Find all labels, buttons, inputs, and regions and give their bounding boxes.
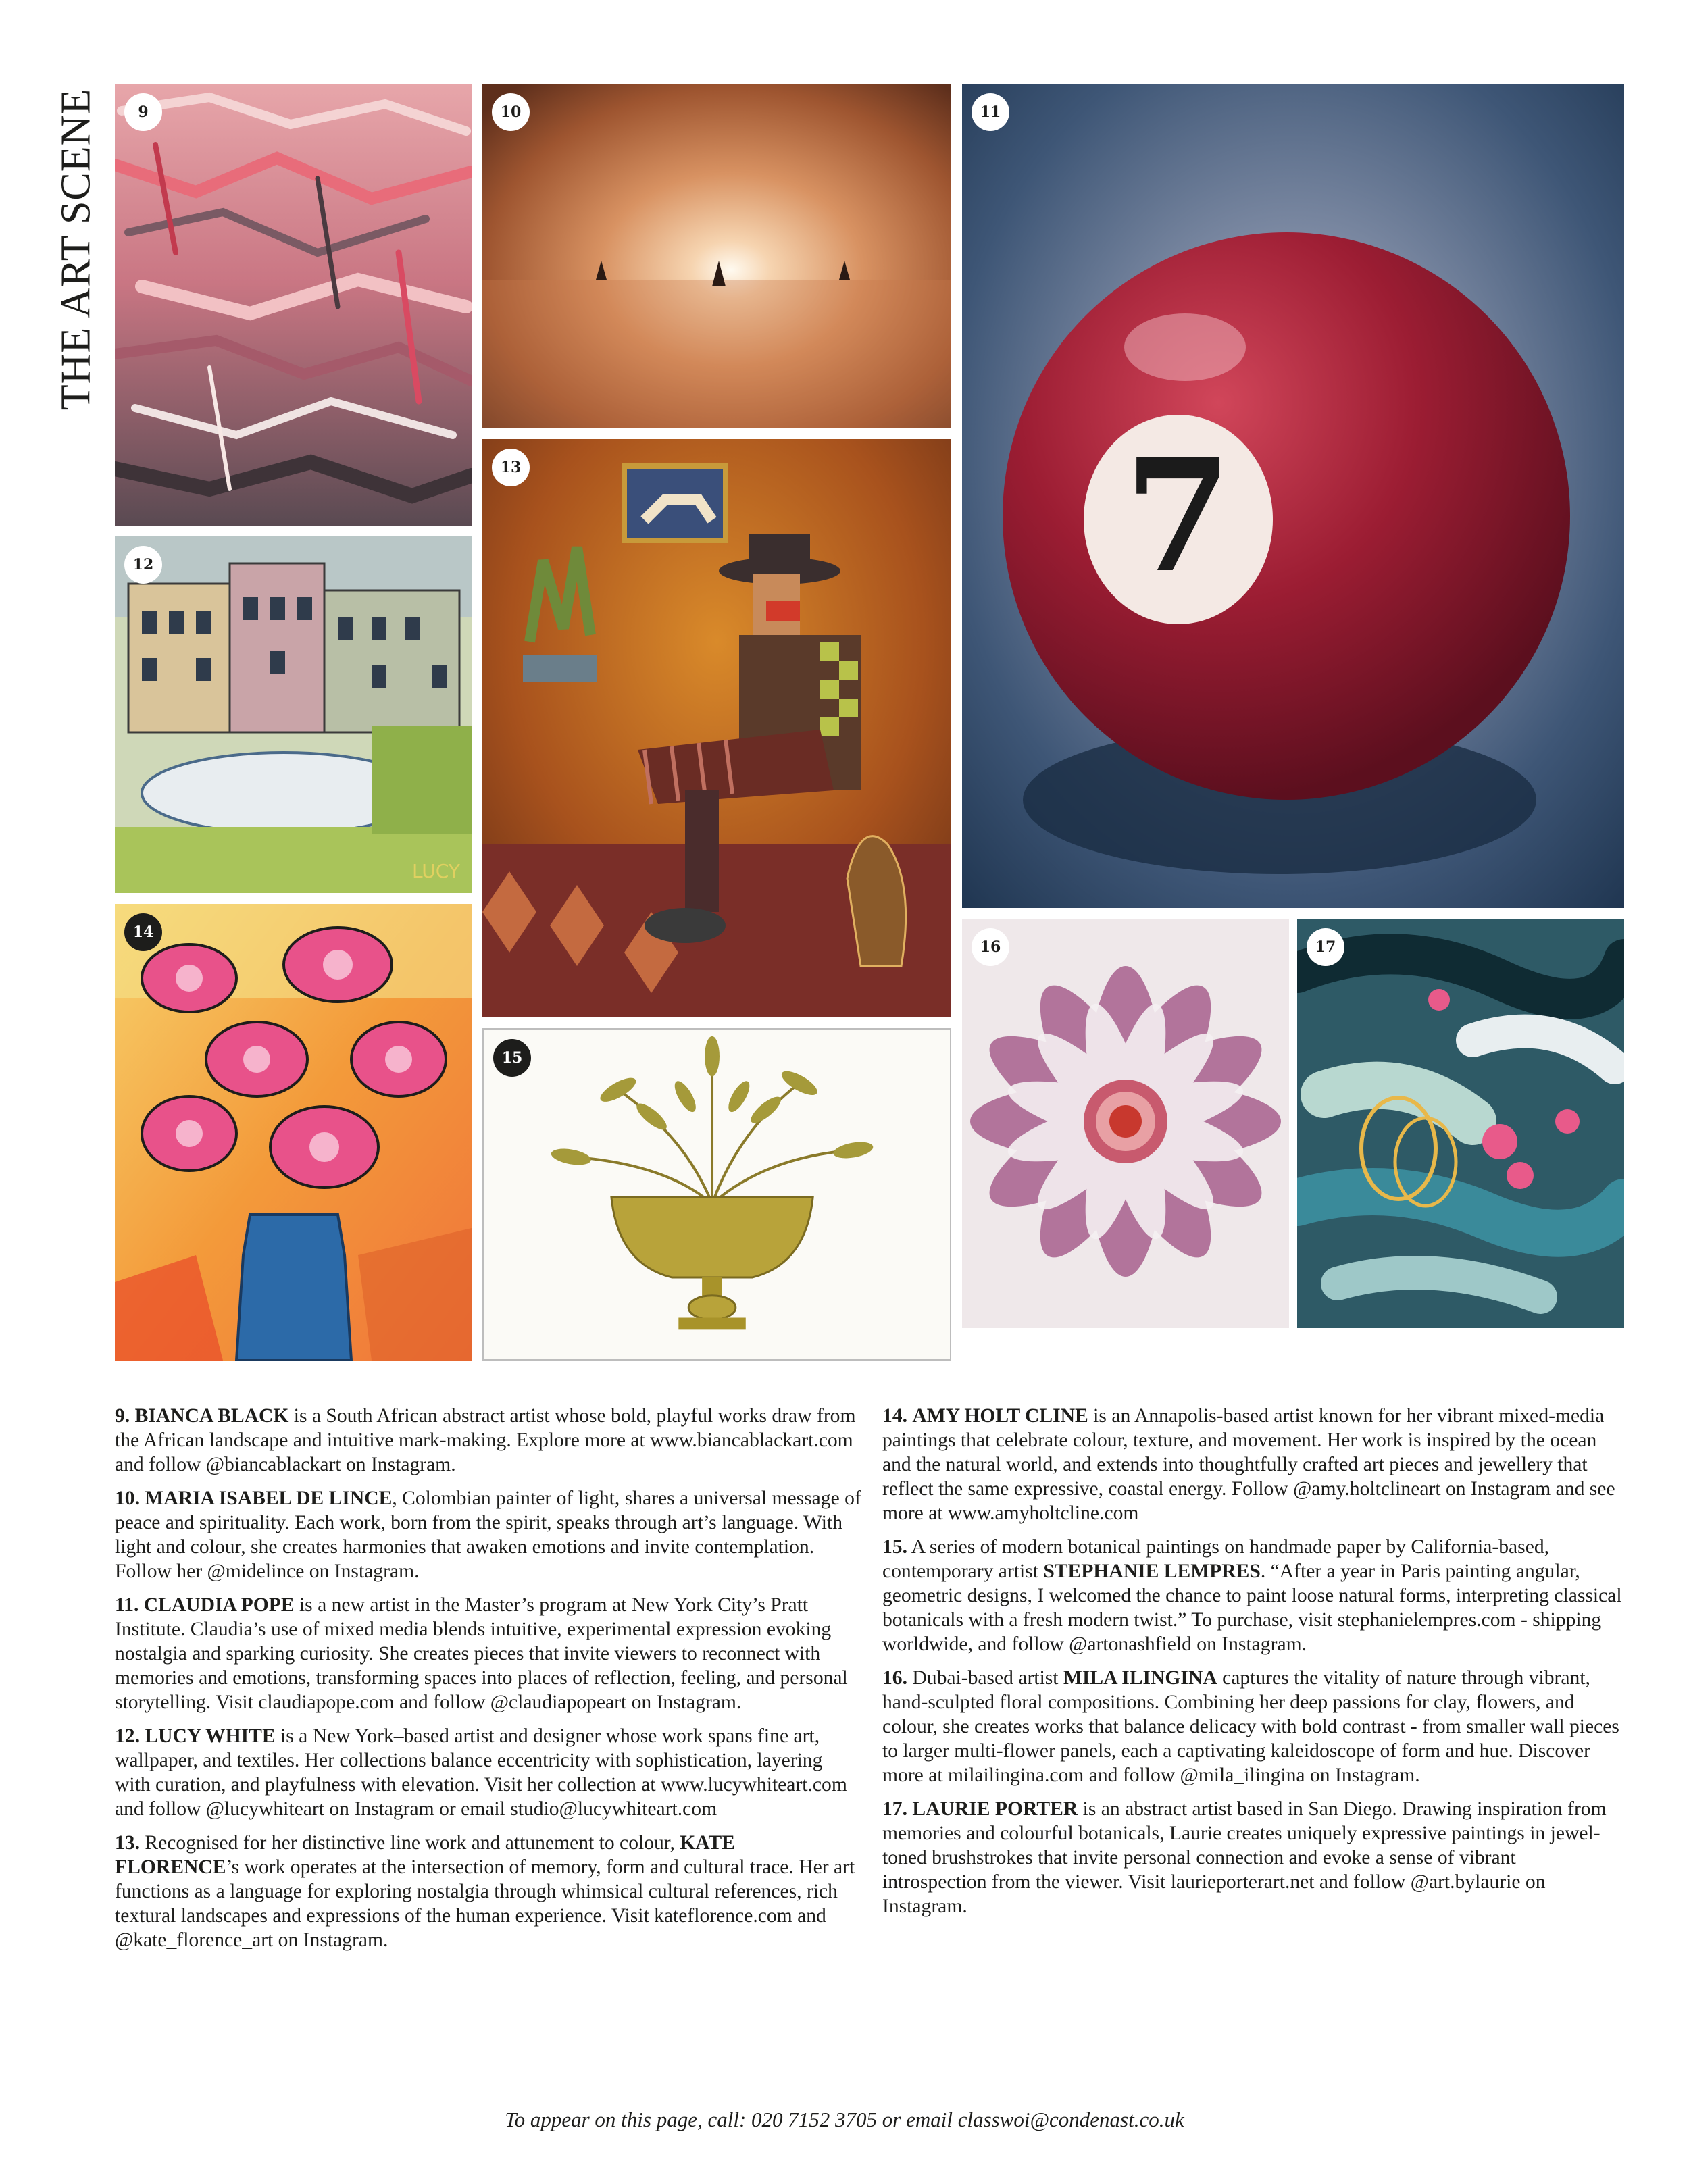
artist-name: BIANCA BLACK bbox=[134, 1405, 289, 1427]
artwork-number-badge: 14 bbox=[124, 913, 162, 951]
artwork-12 bbox=[115, 536, 472, 893]
artwork-11 bbox=[962, 84, 1624, 908]
artwork-9 bbox=[115, 84, 472, 526]
entry-12: 12. LUCY WHITE is a New York–based artist and designer whose work spans fine art, wallpaper, and textiles. Her collections balance eccentricity with sophistication, layering with curation, and playfulness with elevation. Visit her collection at www.lucywhiteart.com and follow @lucywhiteart on Instagram or email studio@lucywhiteart.com bbox=[115, 1725, 847, 1820]
ball-number: 7 bbox=[1124, 425, 1233, 607]
artist-name: MILA ILINGINA bbox=[1063, 1667, 1217, 1689]
artwork-13 bbox=[482, 439, 951, 1017]
artist-name: LUCY WHITE bbox=[145, 1725, 276, 1747]
artist-name: AMY HOLT CLINE bbox=[912, 1405, 1088, 1427]
section-title-text: THE ART SCENE bbox=[53, 88, 99, 411]
artist-name: MARIA ISABEL DE LINCE bbox=[145, 1488, 393, 1509]
artwork-number-badge: 13 bbox=[492, 449, 530, 486]
entry-9: 9. BIANCA BLACK is a South African abstract artist whose bold, playful works draw from the African landscape and intuitive mark-making. Explore more at www.biancablackart.com and follow @biancablackart on Instagram. bbox=[115, 1405, 856, 1475]
artwork-17 bbox=[1297, 919, 1624, 1328]
artwork-15 bbox=[482, 1028, 951, 1361]
footer-contact: To appear on this page, call: 020 7152 3705 or email classwoi@condenast.co.uk bbox=[505, 2108, 1184, 2131]
entry-16: 16. Dubai-based artist MILA ILINGINA captures the vitality of nature through vibrant, hand-sculpted floral compositions. Combining her deep passions for clay, flowers, and colour, she creates works that balance delicacy with bold contrast - from smaller wall pieces to larger multi-flower panels, each a captivating kaleidoscope of form and hue. Discover more at milailingina.com and follow @mila_ilingina on Instagram. bbox=[882, 1667, 1619, 1786]
entry-13: 13. Recognised for her distinctive line work and attunement to colour, KATE FLORENCE’s work operates at the intersection of memory, form and cultural trace. Her art functions as a language for exploring nostalgia through whimsical cultural references, rich textural landscapes and expressions of the human experience. Visit kateflorence.com and @kate_florence_art on Instagram. bbox=[115, 1832, 855, 1951]
artwork-number-badge: 15 bbox=[493, 1039, 531, 1077]
entry-15: 15. A series of modern botanical paintings on handmade paper by California-based, contemporary artist STEPHANIE LEMPRES. “After a year in Paris painting angular, geometric designs, I welcomed the chance to paint loose natural forms, interpreting classical botanicals with a fresh modern twist.” To purchase, visit stephanielempres.com - shipping worldwide, and follow @artonashfield on Instagram. bbox=[882, 1536, 1622, 1655]
artwork-number-badge: 12 bbox=[124, 546, 162, 584]
entry-10: 10. MARIA ISABEL DE LINCE, Colombian painter of light, shares a universal message of peace and spirituality. Each work, born from the spirit, speaks through art’s language. With light and colour, she creates harmonies that awaken emotions and invite contemplation. Follow her @midelince on Instagram. bbox=[115, 1488, 861, 1582]
section-title bbox=[53, 84, 100, 415]
artwork-number-badge: 9 bbox=[124, 93, 162, 131]
artwork-16 bbox=[962, 919, 1289, 1328]
artwork-number-badge: 10 bbox=[492, 93, 530, 131]
artist-signature: LUCY bbox=[412, 860, 460, 882]
artist-name: CLAUDIA POPE bbox=[143, 1594, 295, 1616]
text-column-right bbox=[882, 1404, 1624, 1928]
artist-name: LAURIE PORTER bbox=[912, 1798, 1078, 1820]
entry-14: 14. AMY HOLT CLINE is an Annapolis-based artist known for her vibrant mixed-media paintings that celebrate colour, texture, and movement. Her work is inspired by the ocean and the natural world, and extends into thoughtfully crafted art pieces and jewellery that reflect the same expressive, coastal energy. Follow @amy.holtclineart on Instagram and see more at www.amyholtcline.com bbox=[882, 1405, 1615, 1524]
artist-name: KATE FLORENCE bbox=[115, 1832, 735, 1878]
artwork-number-badge: 11 bbox=[972, 93, 1009, 131]
entry-17: 17. LAURIE PORTER is an abstract artist based in San Diego. Drawing inspiration from memories and colourful botanicals, Laurie creates uniquely expressive paintings in jewel-toned brushstrokes that invite personal connection and evoke a sense of vibrant introspection from the viewer. Visit laurieporterart.net and follow @art.bylaurie on Instagram. bbox=[882, 1798, 1607, 1917]
artwork-number-badge: 16 bbox=[972, 928, 1009, 966]
artwork-10 bbox=[482, 84, 951, 428]
entry-11: 11. CLAUDIA POPE is a new artist in the Master’s program at New York City’s Pratt Institute. Claudia’s use of mixed media blends intuitive, experimental expression evoking nostalgia and sparking curiosity. She creates pieces that invite viewers to reconnect with memories and emotions, transforming spaces into places of reflection, feeling, and personal storytelling. Visit claudiapope.com and follow @claudiapopeart on Instagram. bbox=[115, 1594, 848, 1713]
artwork-number-badge: 17 bbox=[1307, 928, 1344, 966]
artist-name: STEPHANIE LEMPRES bbox=[1043, 1560, 1261, 1582]
artwork-14 bbox=[115, 904, 472, 1361]
text-column-left bbox=[115, 1404, 861, 1962]
